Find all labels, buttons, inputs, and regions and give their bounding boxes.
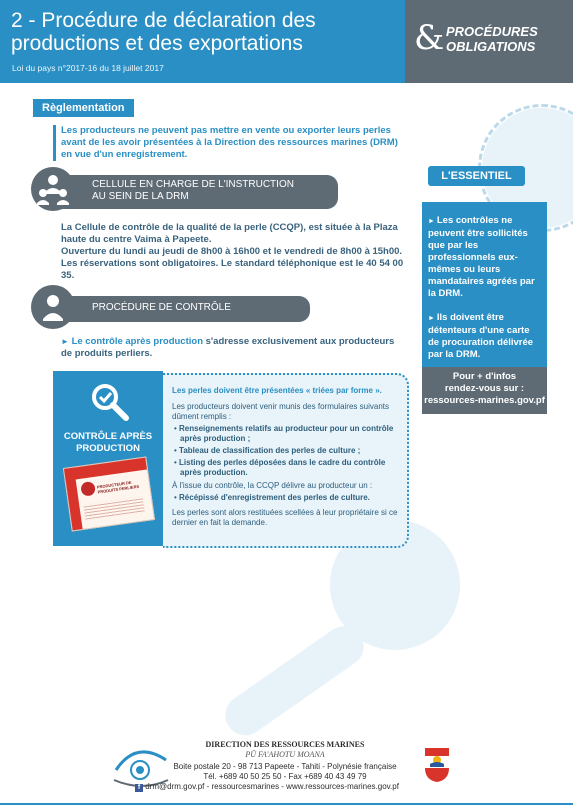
footer-contact-text[interactable]: drm@drm.gov.pf - ressourcesmarines - www.ressources-marines.gov.pf xyxy=(145,782,399,791)
bullet-icon: • xyxy=(174,424,180,433)
details-item-2-text: Tableau de classification des perles de culture ; xyxy=(179,446,361,455)
details-item-1 xyxy=(172,424,400,444)
procedure-highlight: Le contrôle après production xyxy=(71,336,203,347)
arrow-icon: ► xyxy=(428,218,437,225)
details-heading: Les perles doivent être présentées « triées par forme ». xyxy=(172,386,382,395)
more-info-box xyxy=(422,367,547,414)
document-image xyxy=(63,456,155,531)
details-receipt xyxy=(172,493,400,503)
cellule-line3-prefix: Les réservations sont obligatoires. Le standard téléphonique est le xyxy=(61,258,367,269)
details-item-2 xyxy=(172,446,400,456)
essentiel-point-2 xyxy=(428,312,540,361)
cellule-phone: 40 54 00 35. xyxy=(61,258,404,281)
details-item-3 xyxy=(172,458,400,478)
cellule-label-line1: CELLULE EN CHARGE DE L'INSTRUCTION xyxy=(92,179,294,190)
details-receipt-text: Récépissé d'enregistrement des perles de culture. xyxy=(179,493,370,502)
details-item-3-text: Listing des perles déposées dans le cadre du contrôle après production. xyxy=(179,458,386,477)
page-title: 2 - Procédure de déclaration des productions et des exportations xyxy=(11,9,316,55)
arrow-icon: ► xyxy=(61,337,69,346)
facebook-icon: f xyxy=(135,784,143,792)
procedure-sentence: s'adresse exclusivement aux producteurs de produits perliers. xyxy=(61,336,395,359)
team-icon xyxy=(31,167,75,211)
bullet-icon: • xyxy=(174,493,180,502)
magnifier-icon xyxy=(88,380,132,429)
details-intro: Les producteurs doivent venir munis des formulaires suivants dûment remplis : xyxy=(172,402,389,421)
reglementation-bar xyxy=(53,125,56,161)
arrow-icon: ► xyxy=(428,315,437,322)
page-subtitle: Loi du pays n°2017-16 du 18 juillet 2017 xyxy=(12,63,164,73)
procedure-text xyxy=(61,336,406,360)
footer-address: Boite postale 20 - 98 713 Papeete - Tahiti - Polynésie française xyxy=(173,762,397,771)
document-emblem xyxy=(80,481,96,497)
more-info-line2: rendez-vous sur : xyxy=(444,383,525,394)
document-lines xyxy=(83,496,145,520)
polynesia-flag-emblem xyxy=(423,746,451,789)
bullet-icon: • xyxy=(174,446,180,455)
control-card-title xyxy=(55,431,161,455)
cellule-label-line2: AU SEIN DE LA DRM xyxy=(92,191,189,202)
essentiel-label: L'ESSENTIEL xyxy=(428,166,525,186)
control-card-title-line1: CONTRÔLE APRÈS xyxy=(63,431,153,442)
section-band-cellule xyxy=(62,175,338,209)
more-info-url[interactable]: ressources-marines.gov.pf xyxy=(424,395,545,406)
essentiel-point-1-text: Les contrôles ne peuvent être sollicités que par les professionnels eux-mêmes ou leurs mandataires agréés par la DRM. xyxy=(428,215,535,299)
details-closing: Les perles sont alors restituées scellées à leur propriétaire si ce dernier en fait la demande. xyxy=(172,508,398,527)
more-info-line1: Pour + d'infos xyxy=(452,371,517,382)
footer-phone: Tél. +689 40 50 25 50 - Fax +689 40 43 49 79 xyxy=(203,772,367,781)
footer-rule xyxy=(0,803,573,805)
details-after: À l'issue du contrôle, la CCQP délivre au producteur un : xyxy=(172,481,373,490)
footer-contact xyxy=(112,782,422,792)
reglementation-text: Les producteurs ne peuvent pas mettre en vente ou exporter leurs perles avant de les avoir présentées à la Direction des ressources marines (DRM) en vue d'un enregistrement. xyxy=(61,125,398,160)
decor-magnifier-handle xyxy=(217,619,371,744)
section-band-procedure xyxy=(62,296,310,322)
cellule-line3 xyxy=(61,258,411,282)
essentiel-points xyxy=(428,215,540,361)
footer-org-name: DIRECTION DES RESSOURCES MARINES xyxy=(205,740,365,749)
ampersand-mark: & xyxy=(414,18,445,58)
footer-org xyxy=(170,740,400,760)
cellule-line2: Ouverture du lundi au jeudi de 8h00 à 16h00 et le vendredi de 8h00 à 15h00. xyxy=(61,246,403,257)
bullet-icon: • xyxy=(174,458,180,467)
footer-org-local: PŪ FA'AHOTU MOANA xyxy=(245,750,325,759)
cellule-line1: La Cellule de contrôle de la qualité de la perle (CCQP), est située à la Plaza haute du centre Vaima à Papeete. xyxy=(61,222,398,245)
cellule-text xyxy=(61,222,411,282)
person-icon xyxy=(31,285,75,329)
series-label xyxy=(446,24,538,54)
control-details-text xyxy=(172,386,400,528)
essentiel-point-2-text: Ils doivent être détenteurs d'une carte de procuration délivrée par la DRM. xyxy=(428,312,534,360)
control-card-title-line2: PRODUCTION xyxy=(76,443,140,454)
procedure-label: PROCÉDURE DE CONTRÔLE xyxy=(92,302,231,313)
essentiel-point-1 xyxy=(428,215,540,300)
section-label-reglementation: Règlementation xyxy=(33,99,134,117)
series-line2: OBLIGATIONS xyxy=(446,39,536,54)
document-label: PRODUCTEUR DE PRODUITS PERLIERS xyxy=(96,479,140,495)
details-item-1-text: Renseignements relatifs au producteur pour un contrôle après production ; xyxy=(179,424,394,443)
series-line1: PROCÉDURES xyxy=(446,24,538,39)
